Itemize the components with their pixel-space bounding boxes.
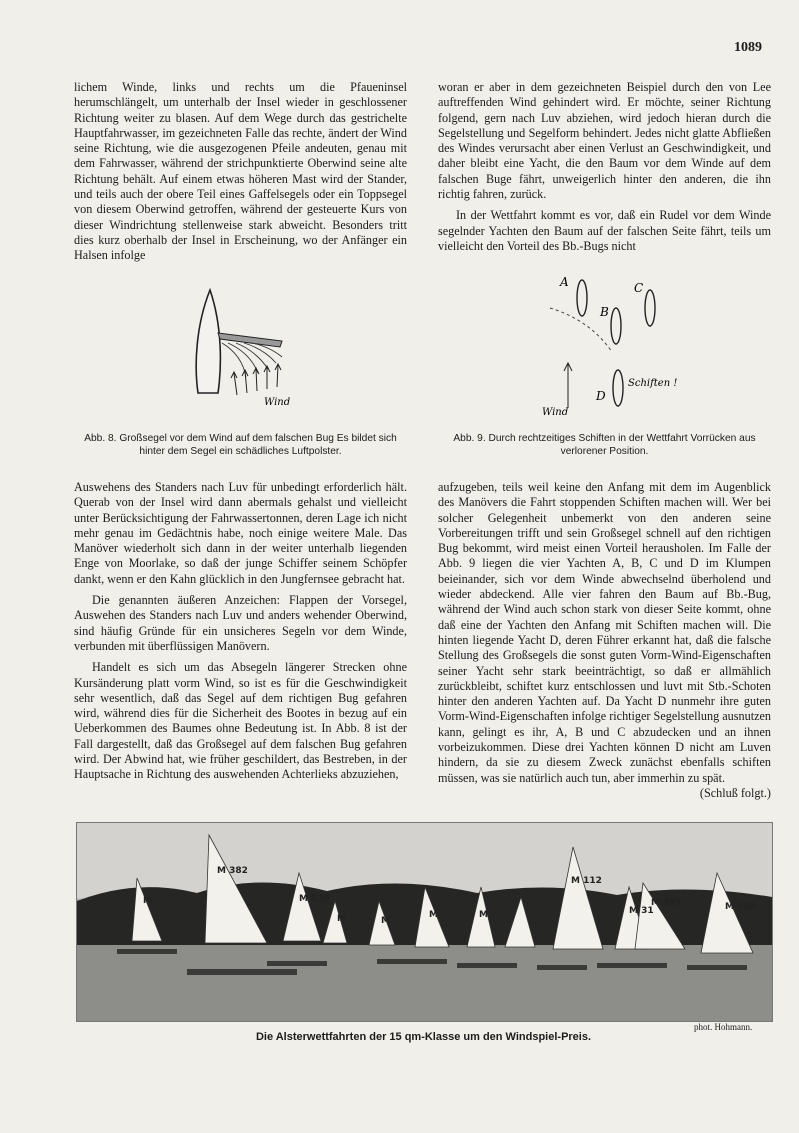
sail-number: M 382 (217, 866, 248, 876)
label-c: C (634, 281, 644, 295)
sail-number: M 112 (571, 876, 602, 886)
sail-number: M 391 (651, 898, 682, 908)
label-wind: Wind (542, 407, 569, 418)
regatta-photograph (76, 822, 773, 1022)
sail-number: M (429, 910, 438, 920)
label-a: A (560, 275, 569, 289)
page-number: 1089 (734, 40, 762, 55)
text-column-right-bottom (438, 480, 771, 801)
label-schiften: Schiften ! (628, 378, 678, 389)
continued-note: (Schluß folgt.) (699, 785, 771, 800)
figure-8-sail-diagram (182, 285, 312, 415)
paragraph: Handelt es sich um das Absegeln längerer Strecken ohne Kursänderung platt vorm Wind, so ist es für die Geschwindigkeit sehr wesentlich, daß das Segel auf dem richtigen Bug gefahren wird, während dies für die Sicherheit des Bootes in bezug auf ein Ueberkommen des Baumes ohne Bedeutung ist. In Abb. 8 ist der Fall dargestellt, daß das Großsegel auf dem falschen Bug gefahren wird. Der Abwind hat, wie früher geschildert, das Bestreben, in der Hauptsache in Richtung des auswehenden Achterlieks abzuziehen, (74, 660, 407, 782)
text-column-left-bottom (74, 480, 407, 783)
paragraph: Die genannten äußeren Anzeichen: Flappen der Vorsegel, Auswehen des Standers nach Luv und anders wehender Oberwind, sind häufig Gründe für ein unsicheres Segeln vor dem Winde, verbunden mit überflüssigen Manövern. (74, 593, 407, 653)
sail-number: M (381, 916, 390, 926)
text-column-right-top (438, 80, 771, 254)
photo-credit: phot. Hohmann. (694, 1022, 753, 1032)
text-column-left-top (74, 80, 407, 264)
paragraph: aufzugeben, teils weil keine den Anfang mit dem im Augenblick des Manövers die Fahrt stoppenden Schiften machen will. Wer bei solcher Gelegenheit unbemerkt von den anderen seine Vorbereitungen trifft und sein Großsegel schnell auf den richtigen Bug bekommt, wird meist einen Vorteil herausholen. Im Falle der Abb. 9 liegen die vier Yachten A, B, C und D im Klumpen beieinander, sich vor dem Winde abwechselnd überholend und wieder abdeckend. Alle vier fahren den Baum auf Bb.-Bug, während der Wind auch schon stark von dieser Seite kommt, ohne daß eine der Yachten den Anfang mit Schiften machen will. Die hinten liegende Yacht D, deren Führer erkannt hat, daß die falsche Stellung des Großsegels die sonst guten Vorm-Wind-Eigenschaften seiner Yacht sehr stark beeinträchtigt, so daß er allmählich zurückbleibt, schiftet kurz entschlossen und luvt mit Stb.-Schoten hinter den anderen Yachten auf. Da Yacht D nunmehr ihre guten Vorm-Wind-Eigenschaften infolge richtiger Segelstellung ausnutzen kann, gelingt es ihr, A, B und C abzudecken und an ihnen vorbeizukommen. Diese drei Yachten können D nicht am Luven hindern, da sie zu diesem Zweck zunächst ebenfalls schiften müssen, was sie natürlich auch tun, aber immerhin zu spät. (438, 480, 771, 785)
sail-number: M 31 (629, 906, 654, 916)
sail-number: M (337, 914, 346, 924)
photo-caption: Die Alsterwettfahrten der 15 qm-Klasse um den Windspiel-Preis. (255, 1031, 592, 1043)
paragraph: In der Wettfahrt kommt es vor, daß ein Rudel vor dem Winde segelnder Yachten den Baum auf der falschen Seite fährt, teils um vielleicht den Vorteil des Bb.-Bugs nicht (438, 208, 771, 253)
figure-9-caption: Abb. 9. Durch rechtzeitiges Schiften in der Wettfahrt Vorrücken aus verlorener Position. (453, 433, 756, 457)
label-d: D (596, 389, 606, 403)
paragraph: lichem Winde, links und rechts um die Pfaueninsel herumschlängelt, um unterhalb der Insel wieder in geschlossener Richtung weiter zu blasen. Auf dem Wege durch das gestrichelte Hauptfahrwasser, im gezeichneten Falle das rechte, ändert der Wind seine Richtung, wie die ausgezogenen Pfeile andeuten, genau mit dem Fahrwasser, während der strichpunktierte Oberwind seine alte Richtung behält. Auf einem etwas höheren Mast wird der Stander, und teils auch der obere Teil eines Gaffelsegels oder ein Toppsegel von diesem Oberwind getroffen, während der gesteuerte Kurs von dieser Windrichtung stellenweise stark abweicht. Besonders tritt dies kurz oberhalb der Insel in Erscheinung, wo der Anfänger ein Halsen infolge (74, 80, 407, 263)
sail-number: M (479, 910, 488, 920)
figure-8-caption: Abb. 8. Großsegel vor dem Wind auf dem falschen Bug Es bildet sich hinter dem Segel ein schädliches Luftpolster. (84, 433, 397, 457)
wind-label: Wind (264, 397, 291, 408)
regatta-photo-drawing (77, 823, 772, 1021)
paragraph: Auswehens des Standers nach Luv für unbedingt erforderlich hält. Querab von der Insel wird dann abermals gehalst und vielleicht unter Berücksichtigung der Fahrwassertonnen, deren Lage ich nicht mehr genau im Gedächtnis habe, noch einige weitere Male. Das Manöver wiederholt sich dann in der weiter unterhalb liegenden Enge von Moorlake, so daß der junge Schiffer seinem Schöpfer dankt, wenn er den Kahn glücklich in den Jungfernsee gebracht hat. (74, 480, 407, 586)
sail-number: M 528 (299, 894, 330, 904)
label-b: B (600, 305, 609, 319)
figure-9-yachts-diagram (530, 268, 690, 418)
sail-number: M (143, 896, 152, 906)
paragraph: woran er aber in dem gezeichneten Beispiel durch den von Lee auftreffenden Wind gehindert wird. Er möchte, seiner Richtung folgend, gern nach Luv abziehen, wird jedoch hieran durch die Segelstellung und Segelform behindert. Jedes nicht glatte Abfließen des Windes verursacht aber einen Verlust an Geschwindigkeit, und daher bleibt eine Yacht, die den Baum vor dem Winde auf dem falschen Buge fährt, unweigerlich hinter den anderen, die ihn richtig fahren, zurück. (438, 80, 771, 202)
sail-number: M 308 (725, 902, 756, 912)
